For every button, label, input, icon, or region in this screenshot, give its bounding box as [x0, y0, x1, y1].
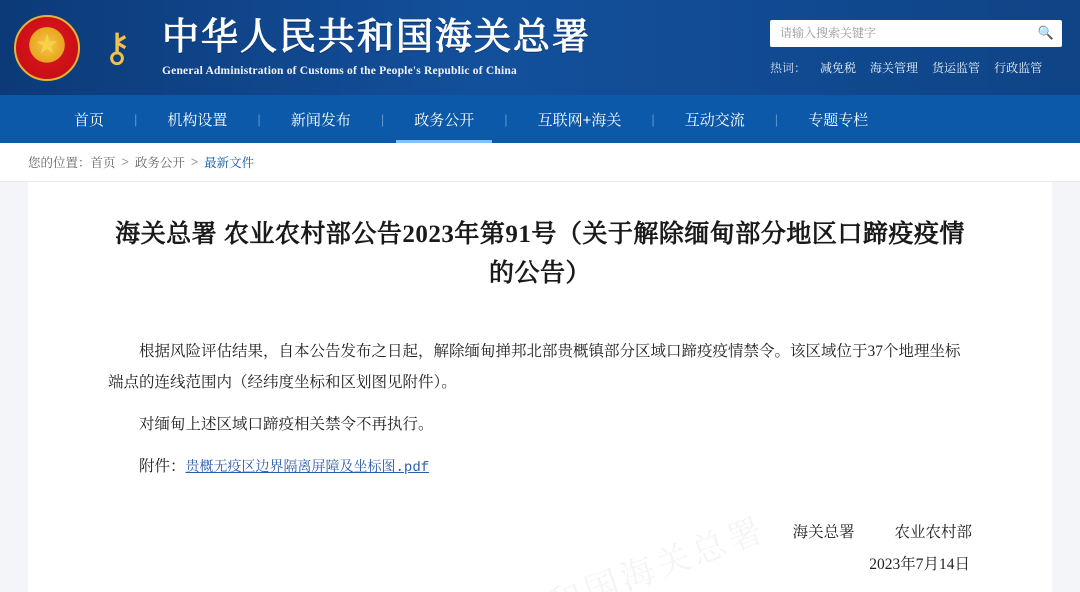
- hotword-link-2[interactable]: 海关管理: [870, 60, 919, 75]
- signer-2: 农业农村部: [894, 523, 972, 541]
- nav-separator: |: [651, 111, 655, 127]
- nav-item-news[interactable]: 新闻发布: [290, 111, 351, 129]
- document-date: 2023年7月14日: [869, 556, 970, 574]
- hotword-link-1[interactable]: 减免税: [820, 60, 857, 75]
- hotwords-label: 热词：: [770, 60, 807, 75]
- nav-separator: |: [380, 111, 385, 127]
- header-tools: [770, 20, 1080, 76]
- signer-1: 海关总署: [792, 523, 855, 541]
- search-icon[interactable]: 🔍: [1037, 25, 1054, 40]
- document-paper: [28, 182, 1052, 592]
- site-header: [0, 0, 1080, 95]
- nav-separator: |: [257, 111, 261, 127]
- breadcrumb-item-home[interactable]: 首页: [90, 156, 116, 170]
- attachment-line: [108, 451, 972, 483]
- nav-separator: |: [774, 111, 779, 127]
- site-title-cn: 中华人民共和国海关总署: [162, 16, 591, 58]
- document-signers: [108, 517, 972, 582]
- breadcrumb-item-government-affairs[interactable]: 政务公开: [134, 156, 185, 170]
- hotwords-bar: [770, 59, 1042, 76]
- nav-item-internet-customs[interactable]: 互联网+海关: [537, 111, 622, 129]
- site-brand[interactable]: [0, 15, 591, 81]
- nav-item-special-topics[interactable]: 专题专栏: [808, 111, 869, 129]
- site-title-block: [162, 18, 591, 77]
- customs-caduceus-key-icon: ⚷: [102, 25, 132, 70]
- nav-separator: |: [504, 111, 508, 127]
- breadcrumb-prefix: 您的位置：: [28, 156, 91, 170]
- nav-separator: |: [134, 111, 138, 127]
- nav-item-organization[interactable]: 机构设置: [167, 111, 228, 129]
- search-box[interactable]: [770, 20, 1062, 47]
- attachment-label: 附件：: [139, 457, 186, 475]
- hotword-link-3[interactable]: 货运监管: [932, 60, 981, 75]
- main-nav: [0, 95, 1080, 143]
- national-emblem-icon: [14, 15, 80, 81]
- breadcrumb: [0, 143, 1080, 182]
- nav-item-interaction[interactable]: 互动交流: [684, 111, 745, 129]
- nav-item-government-affairs[interactable]: 政务公开: [384, 95, 504, 143]
- search-input[interactable]: [778, 25, 1038, 41]
- breadcrumb-item-current: 最新文件: [204, 156, 255, 170]
- page-title: 海关总署 农业农村部公告2023年第91号（关于解除缅甸部分地区口蹄疫疫情的公告）: [115, 221, 965, 287]
- hotword-link-4[interactable]: 行政监管: [994, 60, 1043, 75]
- document-paragraph-2: 对缅甸上述区域口蹄疫相关禁令不再执行。: [139, 416, 434, 434]
- attachment-link[interactable]: 贵概无疫区边界隔离屏障及坐标图.pdf: [185, 459, 430, 476]
- page-body: [0, 182, 1080, 592]
- nav-item-home[interactable]: 首页: [74, 111, 105, 129]
- breadcrumb-separator: >: [121, 155, 129, 169]
- site-title-en: General Administration of Customs of the People's Republic of China: [162, 64, 517, 77]
- document-paragraph-1: 根据风险评估结果，自本公告发布之日起，解除缅甸掸邦北部贵概镇部分区域口蹄疫疫情禁令。该区域位于37个地理坐标端点的连线范围内（经纬度坐标和区划图见附件）。: [108, 342, 961, 392]
- breadcrumb-separator: >: [190, 155, 199, 169]
- signer-names: [108, 517, 972, 550]
